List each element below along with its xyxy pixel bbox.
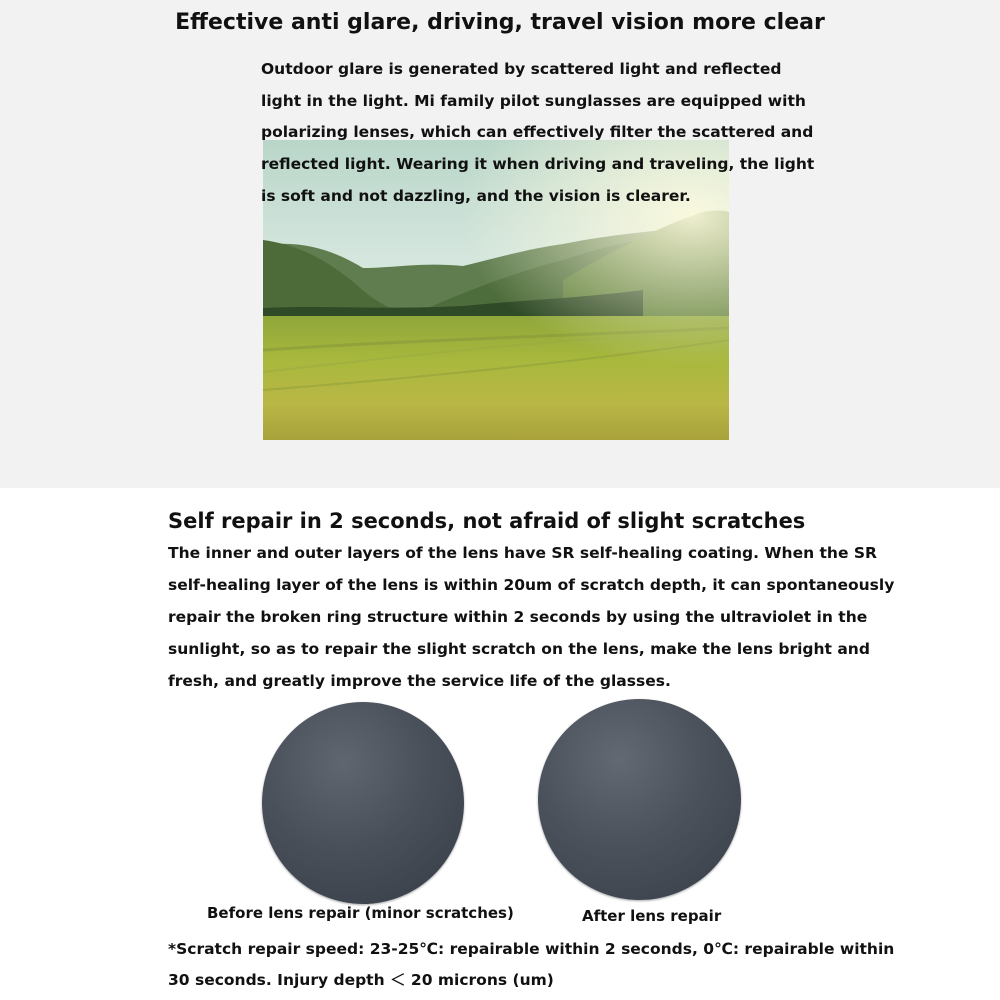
text-line: polarizing lenses, which can effectively filter the scattered and: [261, 123, 814, 142]
anti-glare-description: [261, 54, 815, 213]
anti-glare-heading: Effective anti glare, driving, travel vision more clear: [175, 10, 825, 35]
lens-after-repair-image: [538, 699, 741, 900]
text-line: is soft and not dazzling, and the vision is clearer.: [261, 186, 691, 205]
text-line: light in the light. Mi family pilot sunglasses are equipped with: [261, 91, 806, 110]
lens-before-repair-image: [262, 702, 464, 904]
text-line: Outdoor glare is generated by scattered light and reflected: [261, 60, 782, 78]
self-repair-heading: Self repair in 2 seconds, not afraid of slight scratches: [168, 509, 806, 533]
text-line: The inner and outer layers of the lens have SR self-healing coating. When the SR: [168, 544, 877, 562]
text-line: sunlight, so as to repair the slight scratch on the lens, make the lens bright and: [168, 640, 870, 658]
repair-speed-note: [168, 934, 895, 996]
caption-before-repair: Before lens repair (minor scratches): [207, 904, 514, 922]
self-repair-description: [168, 537, 895, 697]
text-line: 30 seconds. Injury depth ＜ 20 microns (um): [168, 971, 554, 989]
text-line: fresh, and greatly improve the service life of the glasses.: [168, 672, 671, 690]
text-line: *Scratch repair speed: 23-25℃: repairable within 2 seconds, 0℃: repairable within: [168, 940, 895, 958]
text-line: self-healing layer of the lens is within 20um of scratch depth, it can spontaneously: [168, 576, 895, 594]
text-line: reflected light. Wearing it when driving and traveling, the light: [261, 155, 815, 174]
caption-after-repair: After lens repair: [582, 907, 722, 925]
text-line: repair the broken ring structure within 2 seconds by using the ultraviolet in the: [168, 608, 868, 626]
